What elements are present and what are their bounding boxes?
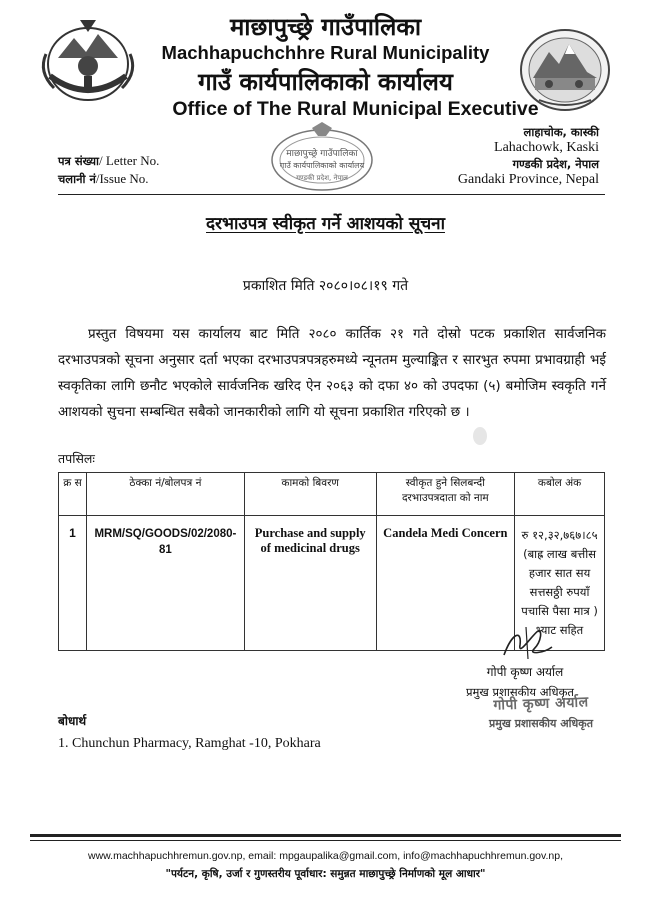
notice-title-text: दरभाउपत्र स्वीकृत गर्ने आशयको सूचना xyxy=(206,214,445,234)
letter-number-en: / Letter No. xyxy=(99,153,160,168)
office-name-np: गाउँ कार्यपालिकाको कार्यालय xyxy=(198,68,453,96)
header-divider xyxy=(58,194,605,195)
address-line2-np: गण्डकी प्रदेश, नेपाल xyxy=(512,157,599,171)
cell-vendor: Candela Medi Concern xyxy=(376,516,515,651)
signatory-name: गोपी कृष्ण अर्याल xyxy=(486,665,564,679)
issue-number-np: चलानी नं xyxy=(58,172,96,186)
issue-number-en: /Issue No. xyxy=(95,171,149,186)
signatory-stamp-title: प्रमुख प्रशासकीय अधिकृत xyxy=(489,717,593,730)
office-stamp-icon xyxy=(268,122,376,194)
table-header-row xyxy=(59,473,605,516)
letter-number-label xyxy=(58,153,159,169)
notice-body: प्रस्तुत विषयमा यस कार्यालय बाट मिति २०८० कार्तिक २१ गते दोस्रो पटक प्रकाशित सार्वजनिक दरभाउपत्रको सूचना अनुसार दर्ता भएका दरभाउपत्रपत्रहरुमध्ये न्यूनतम मुल्याङ्कित र सारभुत रुपमा प्रभावग्राही भई स्वकृतिका लागि छनौट भएकोले सार्वजनिक खरिद ऐन २०६३ को दफा ४० को उपदफा (५) बमोजिम स्वकृति गर्ने आशयको सुचना सम्बन्धित सबैको जानकारीको लागि यो सूचना प्रकाशित गरिएको छ । xyxy=(58,326,606,420)
address-line1-np: लाहाचोक, कास्की xyxy=(523,125,599,139)
municipality-name-en: Machhapuchchhre Rural Municipality xyxy=(161,42,490,63)
svg-text:माछापुच्छ्रे गाउँपालिका: माछापुच्छ्रे गाउँपालिका xyxy=(286,149,358,159)
cell-amount: रु १२,३२,७६७।८५ (बाह्र लाख बत्तीस हजार सात सय सत्तसठ्ठी रुपयाँ पचासि पैसा मात्र ) भ्याट सहित xyxy=(515,516,605,651)
address-line1-en: Lahachowk, Kaski xyxy=(494,140,599,155)
letter-number-np: पत्र संख्या xyxy=(58,154,100,168)
signature-icon xyxy=(498,625,558,663)
col-header-contract-no: ठेक्का नं/बोलपत्र नं xyxy=(86,473,244,516)
stamp-smudge xyxy=(471,425,489,447)
col-header-description: कामको बिवरण xyxy=(244,473,376,516)
col-header-sn: क्र स xyxy=(59,473,87,516)
svg-text:गाउँ कार्यपालिकाको कार्यालय: गाउँ कार्यपालिकाको कार्यालय xyxy=(279,161,365,170)
cell-contract-no: MRM/SQ/GOODS/02/2080-81 xyxy=(86,516,244,651)
issue-number-label xyxy=(58,171,149,187)
office-name-en: Office of The Rural Municipal Executive xyxy=(172,98,539,120)
cell-sn: 1 xyxy=(59,516,87,651)
footer-rule-thin xyxy=(30,840,621,841)
signatory-title: प्रमुख प्रशासकीय अधिकृत xyxy=(466,685,574,699)
published-date: प्रकाशित मिति २०८०।०८।१९ गते xyxy=(242,278,409,294)
cell-description: Purchase and supply of medicinal drugs xyxy=(244,516,376,651)
footer-contact: www.machhapuchhremun.gov.np, email: mpgaupalika@gmail.com, info@machhapuchhremun.gov.np, xyxy=(87,850,563,862)
svg-text:गण्डकी प्रदेश, नेपाल: गण्डकी प्रदेश, नेपाल xyxy=(296,174,348,182)
col-header-amount: कबोल अंक xyxy=(515,473,605,516)
municipality-name-np: माछापुच्छ्रे गाउँपालिका xyxy=(229,13,422,41)
cc-item: 1. Chunchun Pharmacy, Ramghat -10, Pokhara xyxy=(58,736,321,751)
cc-label: बोधार्थ xyxy=(58,714,87,728)
address-line2-en: Gandaki Province, Nepal xyxy=(457,172,599,187)
signatory-stamp-name: गोपी कृष्ण अर्याल xyxy=(493,694,589,714)
notice-title xyxy=(0,211,651,234)
details-label: तपसिलः xyxy=(58,451,95,466)
footer-slogan: "पर्यटन, कृषि, उर्जा र गुणस्तरीय पूर्वाधार: समुन्नत माछापुच्छ्रे निर्माणको मूल आधार" xyxy=(165,868,486,880)
footer-rule-thick xyxy=(30,834,621,837)
col-header-vendor: स्वीकृत हुने सिलबन्दी दरभाउपत्रदाता को नाम xyxy=(376,473,515,516)
